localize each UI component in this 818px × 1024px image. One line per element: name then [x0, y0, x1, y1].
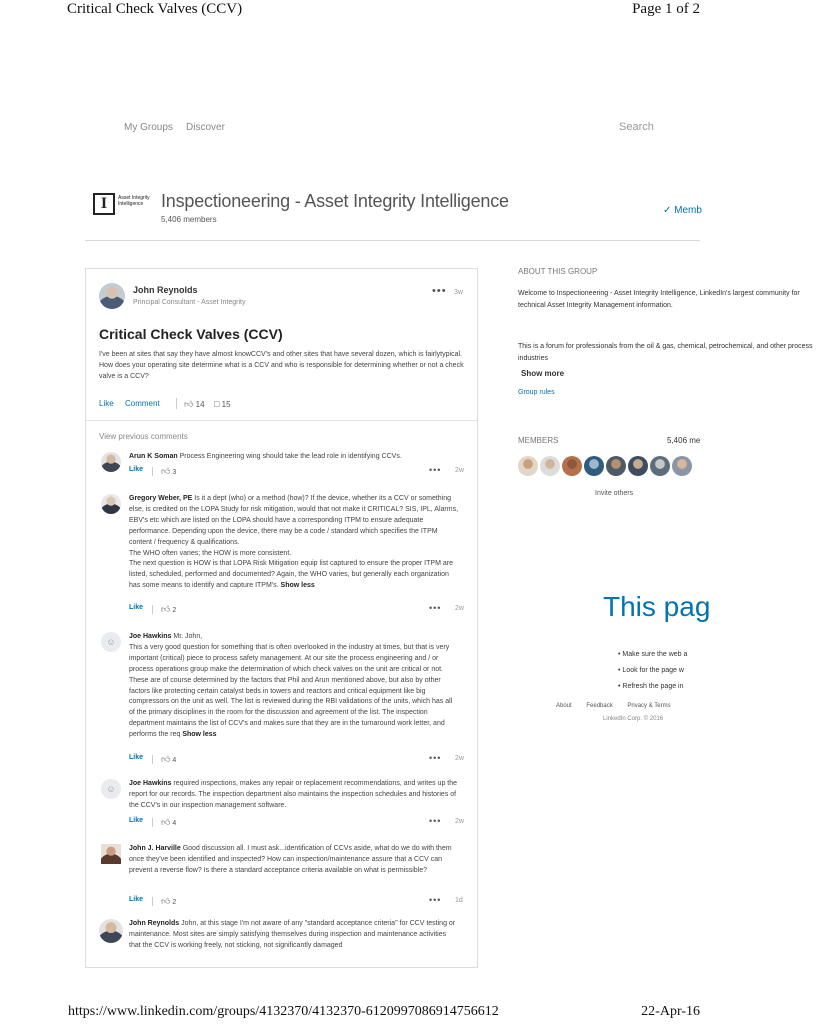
- logo-text: Asset Integrity Intelligence: [118, 195, 150, 207]
- avatar[interactable]: [101, 632, 121, 652]
- thumbs-up-icon: 👍︎: [161, 754, 171, 764]
- comment-actions: [129, 895, 463, 908]
- thumbs-up-icon: 👍︎: [161, 817, 171, 827]
- nav-my-groups[interactable]: My Groups: [124, 122, 173, 133]
- comment-actions: [129, 603, 464, 616]
- print-header: [0, 0, 768, 22]
- person-icon: ☺: [106, 784, 116, 794]
- comment-actions: [129, 465, 464, 478]
- like-count-value: 4: [172, 757, 177, 764]
- comment-count-value: 15: [221, 400, 231, 409]
- error-tip: • Look for the page w: [618, 663, 718, 679]
- like-count[interactable]: [161, 466, 176, 477]
- divider: [152, 605, 153, 614]
- comment-author[interactable]: John J. Harville: [129, 845, 181, 852]
- comment-actions: [129, 816, 464, 829]
- comment-text: [129, 779, 459, 812]
- divider: [152, 818, 153, 827]
- thumbs-up-icon: 👍︎: [161, 466, 171, 476]
- avatar[interactable]: [99, 283, 125, 309]
- avatar[interactable]: [101, 844, 121, 864]
- error-title: This pag: [603, 591, 711, 622]
- comment-count[interactable]: [214, 399, 231, 409]
- like-button[interactable]: Like: [129, 604, 144, 611]
- member-avatars: [518, 456, 718, 478]
- like-count-value: 3: [172, 469, 177, 476]
- comment-actions: [129, 753, 464, 766]
- divider: [176, 398, 177, 409]
- footer-privacy-link[interactable]: Privacy & Terms: [627, 703, 671, 709]
- comment-body: This a very good question for something that is often overlooked in the industry at times, but that is very important (critical) piece to process safety management. At our site the process engineering and / or process operations group make the determination of which check valves on the unit are critical or not. These are of course determined by the factors that Phil and Arun mentioned above, but also by other factors like protecting certain catalyst beds in towers and reactors and critical equipment like big compressors on the unit as well. The list is reviewed during the RBI validations of the units, which has all of the primary disciplines in the room for the discussion and agreement of the list. The inspection department maintains the list of CCV's and makes sure that they are in the turnaround work letter, and performs the req: [129, 643, 453, 739]
- comment-text: [129, 919, 459, 952]
- comment-icon: □: [214, 399, 220, 409]
- like-count-value: 4: [172, 820, 177, 827]
- error-tip: • Refresh the page in: [618, 679, 718, 687]
- members-count[interactable]: 5,406 me: [667, 436, 701, 445]
- comment-body: Is it a dept (who) or a method (how)? If the device, whether its a CCV or something else, is credited on the LOPA Study for risk mitigation, would that not make it CRITICAL? SIS, IPL, Alarms, EBV's etc which are listed on the LOPA should have a corresponding ITPM to ensure adequate performance. Depending upon the device, there may be a code / standard which specifies the ITPM content / frequency & qualifications.: [129, 495, 459, 546]
- comment-text: [129, 494, 459, 592]
- comment-time: 2w: [455, 755, 464, 762]
- about-description-2: This is a forum for professionals from the oil & gas, chemical, petrochemical, and other process industries: [518, 343, 813, 362]
- like-count[interactable]: [184, 399, 205, 410]
- print-date: 22-Apr-16: [641, 1004, 700, 1019]
- more-icon[interactable]: •••: [429, 603, 442, 613]
- avatar[interactable]: [672, 456, 692, 476]
- avatar[interactable]: [562, 456, 582, 476]
- comment-button[interactable]: Comment: [125, 399, 160, 408]
- divider: [152, 755, 153, 764]
- print-url: https://www.linkedin.com/groups/4132370/4132370-6120997086914756612: [68, 1004, 499, 1019]
- avatar[interactable]: [101, 779, 121, 799]
- post-actions: [99, 397, 459, 411]
- group-header: [85, 185, 700, 241]
- comment-time: 2w: [455, 467, 464, 474]
- divider: [152, 467, 153, 476]
- print-footer: [0, 1004, 768, 1024]
- like-button[interactable]: Like: [129, 754, 144, 761]
- avatar[interactable]: [99, 919, 123, 943]
- post-author-role: Principal Consultant - Asset Integrity: [133, 299, 246, 306]
- avatar[interactable]: [518, 456, 538, 476]
- avatar[interactable]: [606, 456, 626, 476]
- post-main: [86, 269, 477, 421]
- show-less-link[interactable]: Show less: [280, 582, 315, 590]
- view-previous-comments[interactable]: View previous comments: [99, 432, 188, 441]
- comment-body: required inspections, makes any repair or replacement recommendations, and writes up the report for our records. The inspection department also maintains the inspection schedules and histories of the CCV's in our inspection management software.: [129, 780, 458, 809]
- about-description: Welcome to Inspectioneering - Asset Integrity Intelligence, LinkedIn's largest community for technical Asset Integrity Management information.: [518, 290, 800, 309]
- footer-feedback-link[interactable]: Feedback: [586, 703, 613, 709]
- group-rules-link[interactable]: Group rules: [518, 389, 555, 396]
- invite-others-link[interactable]: Invite others: [595, 490, 634, 497]
- post-time: 3w: [454, 289, 463, 296]
- group-logo[interactable]: [93, 193, 151, 217]
- comment-author[interactable]: Gregory Weber, PE: [129, 495, 193, 502]
- comment-text: [129, 844, 459, 877]
- post-card: [85, 268, 478, 968]
- comment-text: [129, 452, 459, 463]
- group-name[interactable]: Inspectioneering - Asset Integrity Intelligence: [161, 191, 509, 211]
- thumbs-up-icon: 👍︎: [161, 604, 171, 614]
- like-count[interactable]: [161, 896, 176, 907]
- show-less-link[interactable]: Show less: [182, 731, 217, 739]
- divider: [152, 897, 153, 906]
- like-button[interactable]: Like: [129, 817, 144, 824]
- comment-time: 2w: [455, 818, 464, 825]
- error-tips: [618, 647, 718, 690]
- footer-links: [556, 703, 684, 709]
- print-page-number: Page 1 of 2: [632, 1, 700, 17]
- comment-text: [129, 632, 459, 741]
- page-error-message: [518, 591, 711, 701]
- thumbs-up-icon: 👍︎: [161, 896, 171, 906]
- members-title: MEMBERS: [518, 436, 559, 445]
- avatar[interactable]: [540, 456, 560, 476]
- avatar[interactable]: [101, 452, 121, 472]
- like-count[interactable]: [161, 604, 176, 615]
- comment-body: John, at this stage I'm not aware of any "standard acceptance criteria" for CCV testing or maintenance. Most sites are simply satisfying themselves during inspection and maintenance activities that the CCV is working freely, not sticking, not significantly damaged: [129, 920, 456, 949]
- person-icon: ☺: [106, 637, 116, 647]
- comment-author[interactable]: Arun K Soman: [129, 453, 178, 460]
- more-icon[interactable]: •••: [429, 465, 442, 475]
- comment-body: Process Engineering wing should take the lead role in identifying CCVs.: [179, 453, 402, 460]
- logo-letter: I: [93, 193, 115, 215]
- member-button[interactable]: ✓ Memb: [663, 205, 702, 216]
- avatar[interactable]: [628, 456, 648, 476]
- more-icon[interactable]: •••: [429, 753, 442, 763]
- like-button[interactable]: Like: [129, 896, 144, 903]
- error-tip: • Make sure the web a: [618, 647, 718, 663]
- comment-time: 1d: [455, 897, 463, 904]
- more-icon[interactable]: •••: [432, 285, 447, 297]
- like-count-value: 2: [172, 607, 177, 614]
- footer-copyright: LinkedIn Corp. © 2016: [603, 716, 664, 722]
- like-count-value: 2: [172, 899, 177, 906]
- comment-time: 2w: [455, 605, 464, 612]
- group-member-count[interactable]: 5,406 members: [161, 215, 217, 224]
- comment-body: The WHO often varies; the HOW is more consistent.: [129, 549, 292, 557]
- comment-author[interactable]: Joe Hawkins: [129, 780, 172, 787]
- more-icon[interactable]: •••: [429, 895, 442, 905]
- post-author[interactable]: John Reynolds: [133, 285, 198, 295]
- nav-discover[interactable]: Discover: [186, 122, 225, 133]
- comment-body: Mr. John,: [173, 633, 203, 640]
- comment-author[interactable]: John Reynolds: [129, 920, 180, 927]
- like-button[interactable]: Like: [99, 399, 114, 408]
- thumbs-up-icon: 👍︎: [184, 399, 194, 409]
- avatar[interactable]: [101, 494, 121, 514]
- comment-body: The next question is HOW is that LOPA Risk Mitigation equip list captured to ensure the proper ITPM are listed, scheduled, performed and documented? Again, the WHO varies, but generally each organization has some means to identify and capture ITPM's.: [129, 560, 453, 590]
- like-button[interactable]: Like: [129, 466, 144, 473]
- like-count[interactable]: [161, 817, 176, 828]
- avatar[interactable]: [584, 456, 604, 476]
- comment-body: Good discussion all. I must ask...identification of CCVs aside, what do we do with them once they've been identified and inspected? How can inspection/maintenance assure that a CCV can prevent a reverse flow? Is there a standard acceptance criteria available on what is permissible?: [129, 845, 452, 874]
- post-body: I've been at sites that say they have almost knowCCV's and other sites that have several dozen, which is fairlytypical. How does your operating site determine what is a CCV and who is responsible for determining whether or not a check valve is a CCV?: [99, 351, 464, 380]
- footer-about-link[interactable]: About: [556, 703, 572, 709]
- print-title: Critical Check Valves (CCV): [67, 1, 243, 17]
- avatar[interactable]: [650, 456, 670, 476]
- search-input[interactable]: Search: [619, 121, 654, 133]
- top-nav: [85, 117, 700, 137]
- comment-author[interactable]: Joe Hawkins: [129, 633, 172, 640]
- more-icon[interactable]: •••: [429, 816, 442, 826]
- like-count[interactable]: [161, 754, 176, 765]
- linkedin-viewport: [85, 105, 813, 955]
- post-title: Critical Check Valves (CCV): [99, 326, 283, 342]
- show-more-link[interactable]: Show more: [521, 369, 565, 378]
- about-title: ABOUT THIS GROUP: [518, 267, 598, 276]
- like-count-value: 14: [195, 400, 205, 409]
